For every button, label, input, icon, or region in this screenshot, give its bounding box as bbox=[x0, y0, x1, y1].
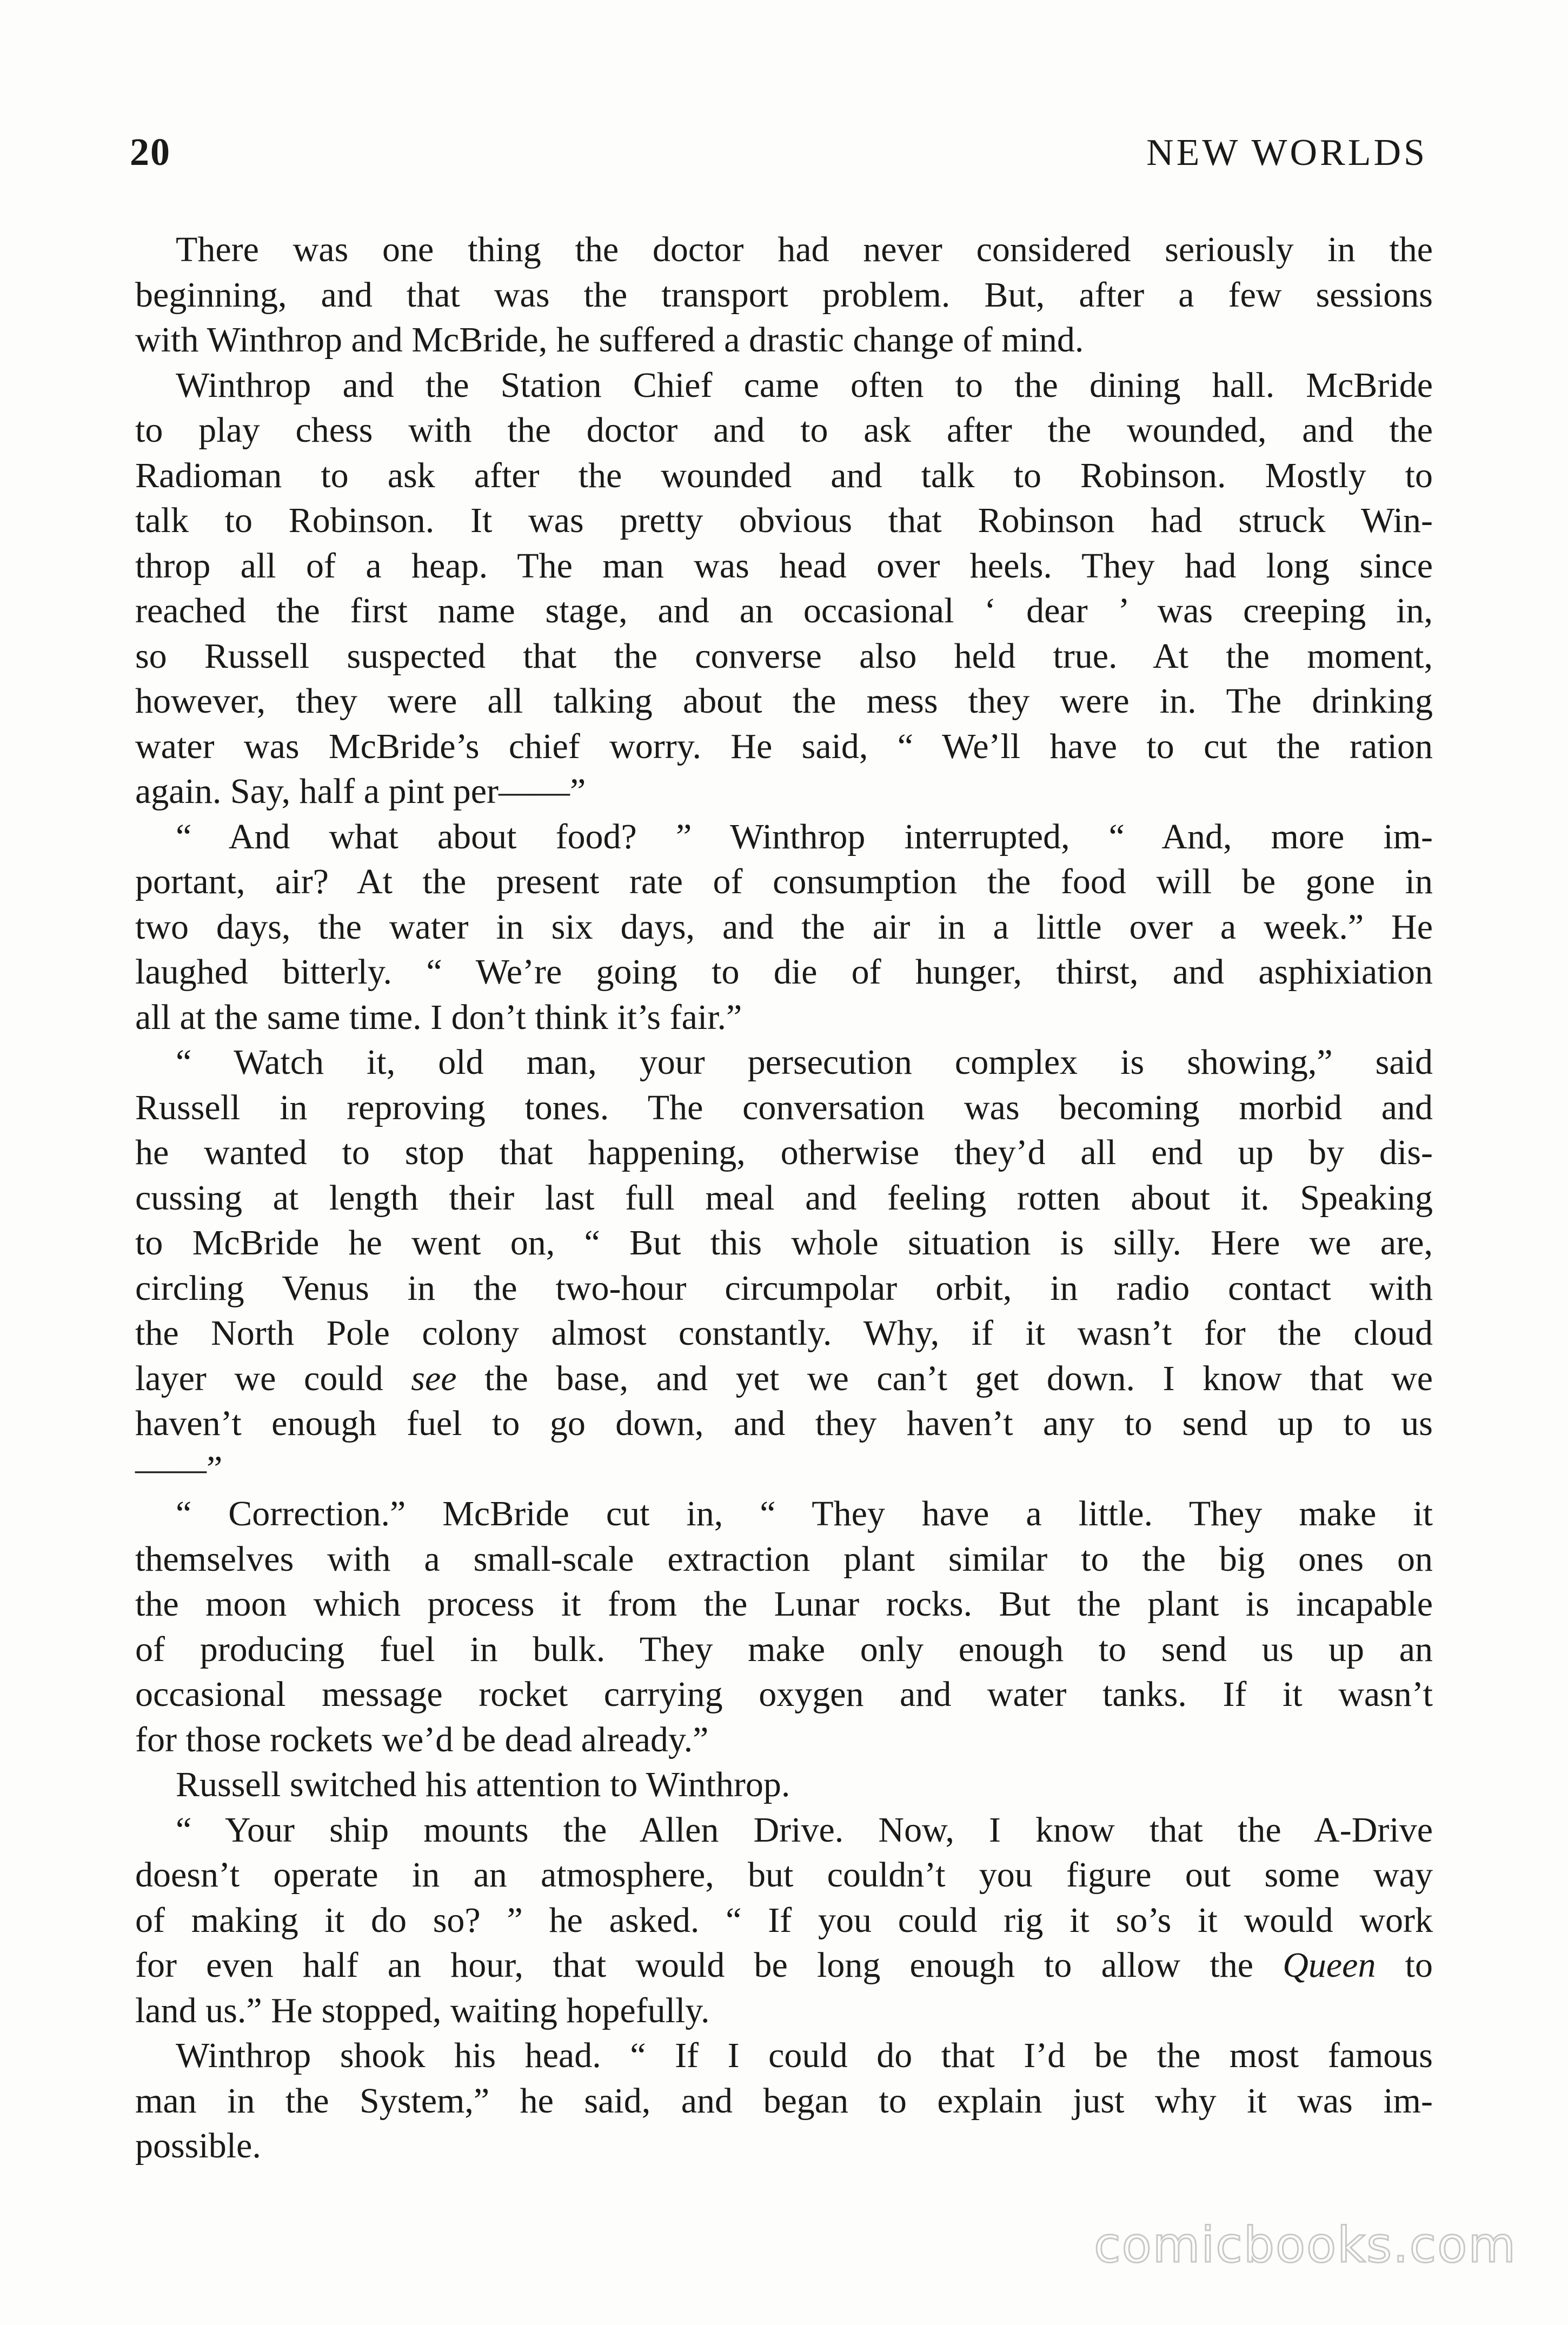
text-line: Winthrop and the Station Chief came often to the dining hall. McBride bbox=[176, 365, 1433, 405]
text-line: to play chess with the doctor and to ask after the wounded, and the bbox=[135, 410, 1433, 450]
text-line: however, they were all talking about the mess they were in. The drinking bbox=[135, 681, 1433, 721]
text-line: he wanted to stop that happening, otherwise they’d all end up by dis- bbox=[135, 1133, 1433, 1172]
text-line: water was McBride’s chief worry. He said, “ We’ll have to cut the ration bbox=[135, 726, 1433, 766]
text-line: cussing at length their last full meal and feeling rotten about it. Speaking bbox=[135, 1178, 1433, 1218]
text-line: “ Watch it, old man, your persecution complex is showing,” said bbox=[176, 1042, 1433, 1082]
text-line: “ Correction.” McBride cut in, “ They have a little. They make it bbox=[176, 1494, 1433, 1533]
text-line: occasional message rocket carrying oxygen and water tanks. If it wasn’t bbox=[135, 1675, 1433, 1714]
italic-word: Queen bbox=[1283, 1945, 1376, 1985]
text-line: laughed bitterly. “ We’re going to die of hunger, thirst, and asphixiation bbox=[135, 952, 1433, 992]
text-line: of making it do so? ” he asked. “ If you could rig it so’s it would work bbox=[135, 1900, 1433, 1940]
text-line: circling Venus in the two-hour circumpolar orbit, in radio contact with bbox=[135, 1268, 1433, 1308]
text-line bbox=[135, 1943, 1433, 1988]
text-line: the moon which process it from the Lunar rocks. But the plant is incapable bbox=[135, 1584, 1433, 1624]
text-line: so Russell suspected that the converse also held true. At the moment, bbox=[135, 636, 1433, 676]
text-line: Winthrop shook his head. “ If I could do that I’d be the most famous bbox=[176, 2036, 1433, 2075]
text-line: haven’t enough fuel to go down, and they haven’t any to send up to us bbox=[135, 1404, 1433, 1443]
text-line: Radioman to ask after the wounded and talk to Robinson. Mostly to bbox=[135, 455, 1433, 495]
text-line: doesn’t operate in an atmosphere, but couldn’t you figure out some way bbox=[135, 1855, 1433, 1895]
text-line: two days, the water in six days, and the air in a little over a week.” He bbox=[135, 907, 1433, 947]
running-head: NEW WORLDS bbox=[1146, 132, 1427, 174]
text-segment: for even half an hour, that would be long enough to allow the bbox=[135, 1945, 1283, 1985]
text-line: to McBride he went on, “ But this whole situation is silly. Here we are, bbox=[135, 1223, 1433, 1263]
text-line: Russell in reproving tones. The conversation was becoming morbid and bbox=[135, 1087, 1433, 1127]
text-line: land us.” He stopped, waiting hopefully. bbox=[135, 1990, 710, 2030]
text-line: “ Your ship mounts the Allen Drive. Now, I know that the A-Drive bbox=[176, 1810, 1433, 1850]
italic-word: see bbox=[411, 1358, 457, 1398]
text-line: with Winthrop and McBride, he suffered a drastic change of mind. bbox=[135, 320, 1084, 360]
page-header bbox=[130, 130, 1427, 184]
text-segment: layer we could bbox=[135, 1358, 411, 1398]
text-line: for those rockets we’d be dead already.” bbox=[135, 1719, 709, 1759]
body-text bbox=[135, 227, 1433, 2169]
text-line: talk to Robinson. It was pretty obvious that Robinson had struck Win- bbox=[135, 501, 1433, 540]
text-line: of producing fuel in bulk. They make only enough to send us up an bbox=[135, 1629, 1433, 1669]
text-line: “ And what about food? ” Winthrop interrupted, “ And, more im- bbox=[176, 816, 1433, 856]
text-line: throp all of a heap. The man was head over heels. They had long since bbox=[135, 546, 1433, 586]
text-line: beginning, and that was the transport problem. But, after a few sessions bbox=[135, 275, 1433, 315]
text-line: again. Say, half a pint per——” bbox=[135, 772, 586, 811]
text-line: ——” bbox=[135, 1449, 223, 1489]
text-line: themselves with a small-scale extraction plant similar to the big ones on bbox=[135, 1539, 1433, 1579]
text-line: man in the System,” he said, and began to explain just why it was im- bbox=[135, 2081, 1433, 2121]
text-line bbox=[135, 1356, 1433, 1401]
page-number: 20 bbox=[130, 130, 171, 174]
text-segment: to bbox=[1376, 1945, 1433, 1985]
watermark-logo: comicbooks.com bbox=[1094, 2217, 1517, 2274]
text-line: portant, air? At the present rate of consumption the food will be gone in bbox=[135, 862, 1433, 901]
text-segment: the base, and yet we can’t get down. I know that we bbox=[456, 1358, 1433, 1398]
text-line: all at the same time. I don’t think it’s fair.” bbox=[135, 997, 742, 1037]
text-line: the North Pole colony almost constantly. Why, if it wasn’t for the cloud bbox=[135, 1313, 1433, 1353]
text-line: There was one thing the doctor had never considered seriously in the bbox=[176, 230, 1433, 269]
text-line: possible. bbox=[135, 2126, 261, 2165]
text-line: reached the first name stage, and an occasional ‘ dear ’ was creeping in, bbox=[135, 591, 1433, 630]
text-line: Russell switched his attention to Winthrop. bbox=[176, 1765, 790, 1804]
